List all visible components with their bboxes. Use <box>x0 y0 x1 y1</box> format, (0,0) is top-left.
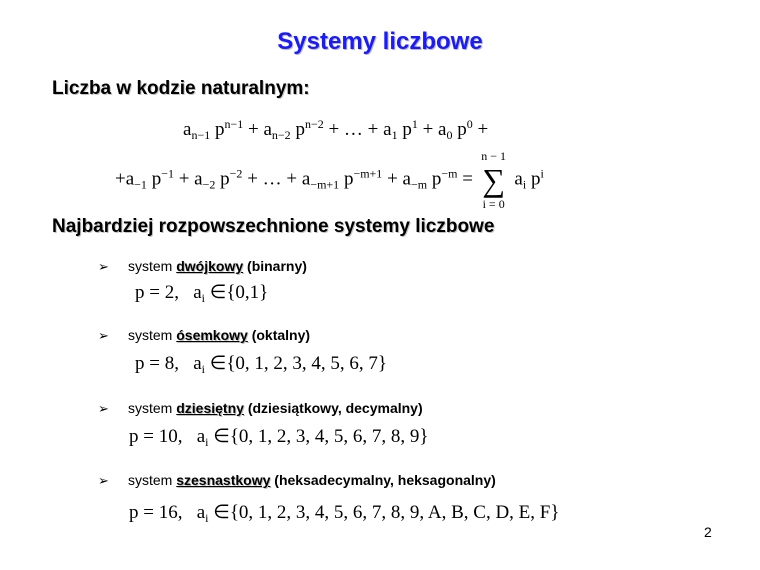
list-item-octal: ➢ system ósemkowy (oktalny) <box>98 327 311 343</box>
summation: n − 1 ∑ i = 0 <box>481 149 507 211</box>
formula-line-2: $+a_{-1}$ $p^{-1} + a_{-2}$ $p^{-2}$ + … + $a_{-m+1}$ $p^{-m+1} + a_{-m}$ $p^{-m}$ = n − 1 ∑ i = 0 $a_i$ $p^i$ <box>115 149 544 211</box>
formula-line-1: $a_{n-1}$ $p^{n-1} + a_{n-2}$ $p^{n-2}$ + … + $a_1$ $p^1 + a_0$ $p^0$ + <box>183 117 489 142</box>
page-number: 2 <box>704 524 712 540</box>
list-item-binary: ➢ system dwójkowy (binarny) <box>98 258 307 274</box>
arrowhead-bullet-icon: ➢ <box>98 473 109 488</box>
formula-hexadecimal: p = 16, $a_i$ ∈{0, 1, 2, 3, 4, 5, 6, 7, 8, 9, A, B, C, D, E, F} <box>129 502 560 525</box>
arrowhead-bullet-icon: ➢ <box>98 328 109 343</box>
formula-binary: p = 2, $a_i$ ∈{0,1} <box>135 282 269 305</box>
arrowhead-bullet-icon: ➢ <box>98 401 109 416</box>
list-item-decimal: ➢ system dziesiętny (dziesiątkowy, decymalny) <box>98 400 423 416</box>
heading-natural-code: Liczba w kodzie naturalnym: <box>52 78 310 99</box>
list-item-hexadecimal: ➢ system szesnastkowy (heksadecymalny, heksagonalny) <box>98 472 496 488</box>
formula-octal: p = 8, $a_i$ ∈{0, 1, 2, 3, 4, 5, 6, 7} <box>135 353 388 376</box>
arrowhead-bullet-icon: ➢ <box>98 259 109 274</box>
heading-common-systems: Najbardziej rozpowszechnione systemy liczbowe <box>52 216 495 237</box>
formula-decimal: p = 10, $a_i$ ∈{0, 1, 2, 3, 4, 5, 6, 7, 8, 9} <box>129 426 429 449</box>
slide-title: Systemy liczbowe <box>277 28 483 55</box>
